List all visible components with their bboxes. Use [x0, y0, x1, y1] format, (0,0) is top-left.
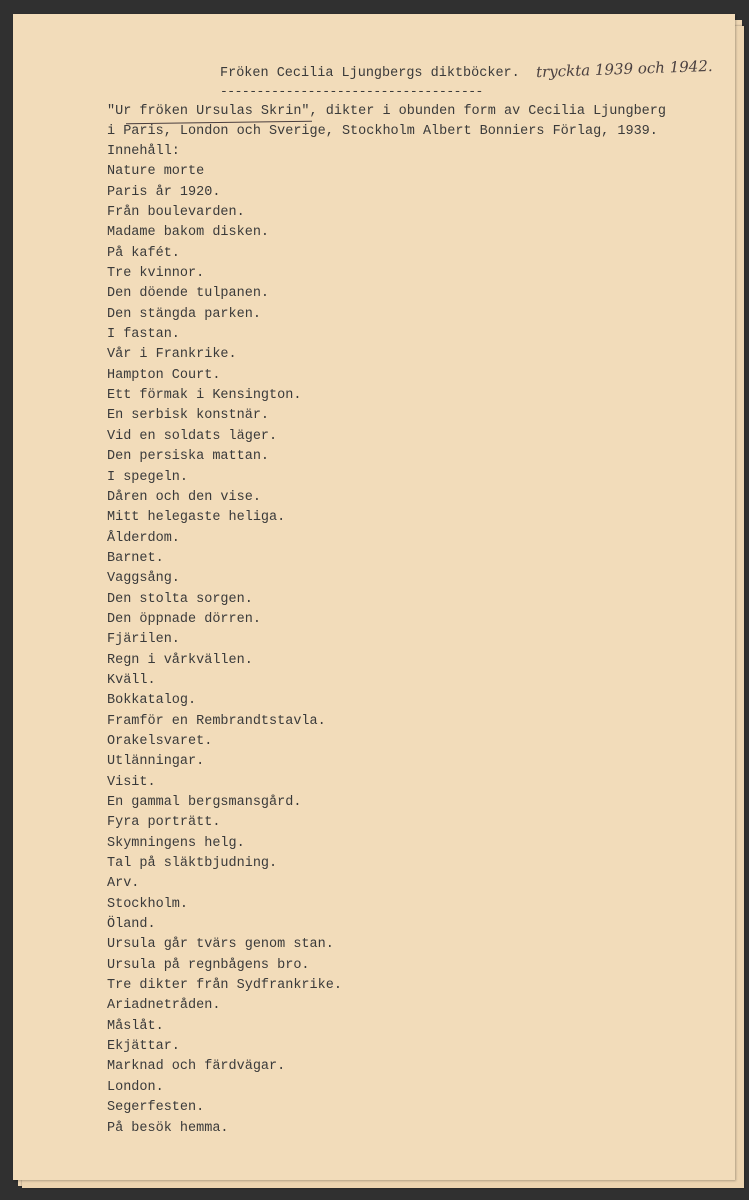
- list-item: Tal på släktbjudning.: [107, 856, 278, 872]
- list-item: Ett förmak i Kensington.: [107, 388, 302, 404]
- poem-list: [107, 162, 342, 1139]
- description-line-2: i Paris, London och Sverige, Stockholm Albert Bonniers Förlag, 1939.: [107, 124, 658, 139]
- list-item: På besök hemma.: [107, 1120, 229, 1136]
- page-heading: Fröken Cecilia Ljungbergs diktböcker.: [220, 66, 520, 81]
- list-item: Ekjättar.: [107, 1039, 180, 1055]
- list-item: Den stängda parken.: [107, 306, 261, 322]
- list-item: Vid en soldats läger.: [107, 428, 278, 444]
- list-item: Marknad och färdvägar.: [107, 1059, 286, 1075]
- handwritten-note: tryckta 1939 och 1942.: [535, 56, 713, 82]
- list-item: Ursula går tvärs genom stan.: [107, 937, 334, 953]
- list-item: Madame bakom disken.: [107, 225, 270, 241]
- list-item: Öland.: [107, 917, 156, 933]
- list-item: Arv.: [107, 876, 140, 892]
- list-item: På kafét.: [107, 245, 180, 261]
- list-item: Segerfesten.: [107, 1100, 205, 1116]
- list-item: Utlänningar.: [107, 754, 205, 770]
- heading-dashed-rule: ------------------------------------: [220, 84, 483, 99]
- list-item: Dåren och den vise.: [107, 489, 261, 505]
- list-item: Orakelsvaret.: [107, 733, 213, 749]
- list-item: Bokkatalog.: [107, 693, 197, 709]
- list-item: Den persiska mattan.: [107, 449, 270, 465]
- list-item: Tre kvinnor.: [107, 266, 205, 282]
- list-item: Ariadnetråden.: [107, 998, 221, 1014]
- list-item: I spegeln.: [107, 469, 189, 485]
- list-item: En gammal bergsmansgård.: [107, 795, 302, 810]
- list-item: Från boulevarden.: [107, 205, 245, 221]
- list-item: Ålderdom.: [107, 530, 180, 546]
- list-item: Vaggsång.: [107, 571, 180, 587]
- list-item: Visit.: [107, 774, 156, 790]
- description-line-1: "Ur fröken Ursulas Skrin", dikter i obunden form av Cecilia Ljungberg: [107, 104, 666, 119]
- table-of-contents: [107, 142, 342, 1139]
- list-item: Den öppnade dörren.: [107, 611, 261, 627]
- list-item: I fastan.: [107, 327, 180, 343]
- list-item: Kväll.: [107, 672, 156, 688]
- list-item: Fyra porträtt.: [107, 815, 221, 831]
- list-item: En serbisk konstnär.: [107, 408, 270, 424]
- list-item: Paris år 1920.: [107, 184, 221, 200]
- contents-label: Innehåll:: [107, 144, 180, 159]
- list-item: Den stolta sorgen.: [107, 591, 253, 607]
- list-item: Stockholm.: [107, 896, 189, 912]
- list-item: Barnet.: [107, 550, 164, 566]
- list-item: Nature morte: [107, 164, 205, 180]
- list-item: Den döende tulpanen.: [107, 286, 270, 302]
- list-item: Måslåt.: [107, 1018, 164, 1034]
- list-item: London.: [107, 1079, 164, 1095]
- list-item: Hampton Court.: [107, 367, 221, 383]
- list-item: Framför en Rembrandtstavla.: [107, 713, 326, 729]
- list-item: Mitt helegaste heliga.: [107, 510, 286, 526]
- list-item: Vår i Frankrike.: [107, 347, 237, 363]
- list-item: Regn i vårkvällen.: [107, 652, 253, 668]
- list-item: Skymningens helg.: [107, 835, 245, 851]
- list-item: Ursula på regnbågens bro.: [107, 957, 310, 973]
- list-item: Fjärilen.: [107, 632, 180, 648]
- list-item: Tre dikter från Sydfrankrike.: [107, 978, 342, 994]
